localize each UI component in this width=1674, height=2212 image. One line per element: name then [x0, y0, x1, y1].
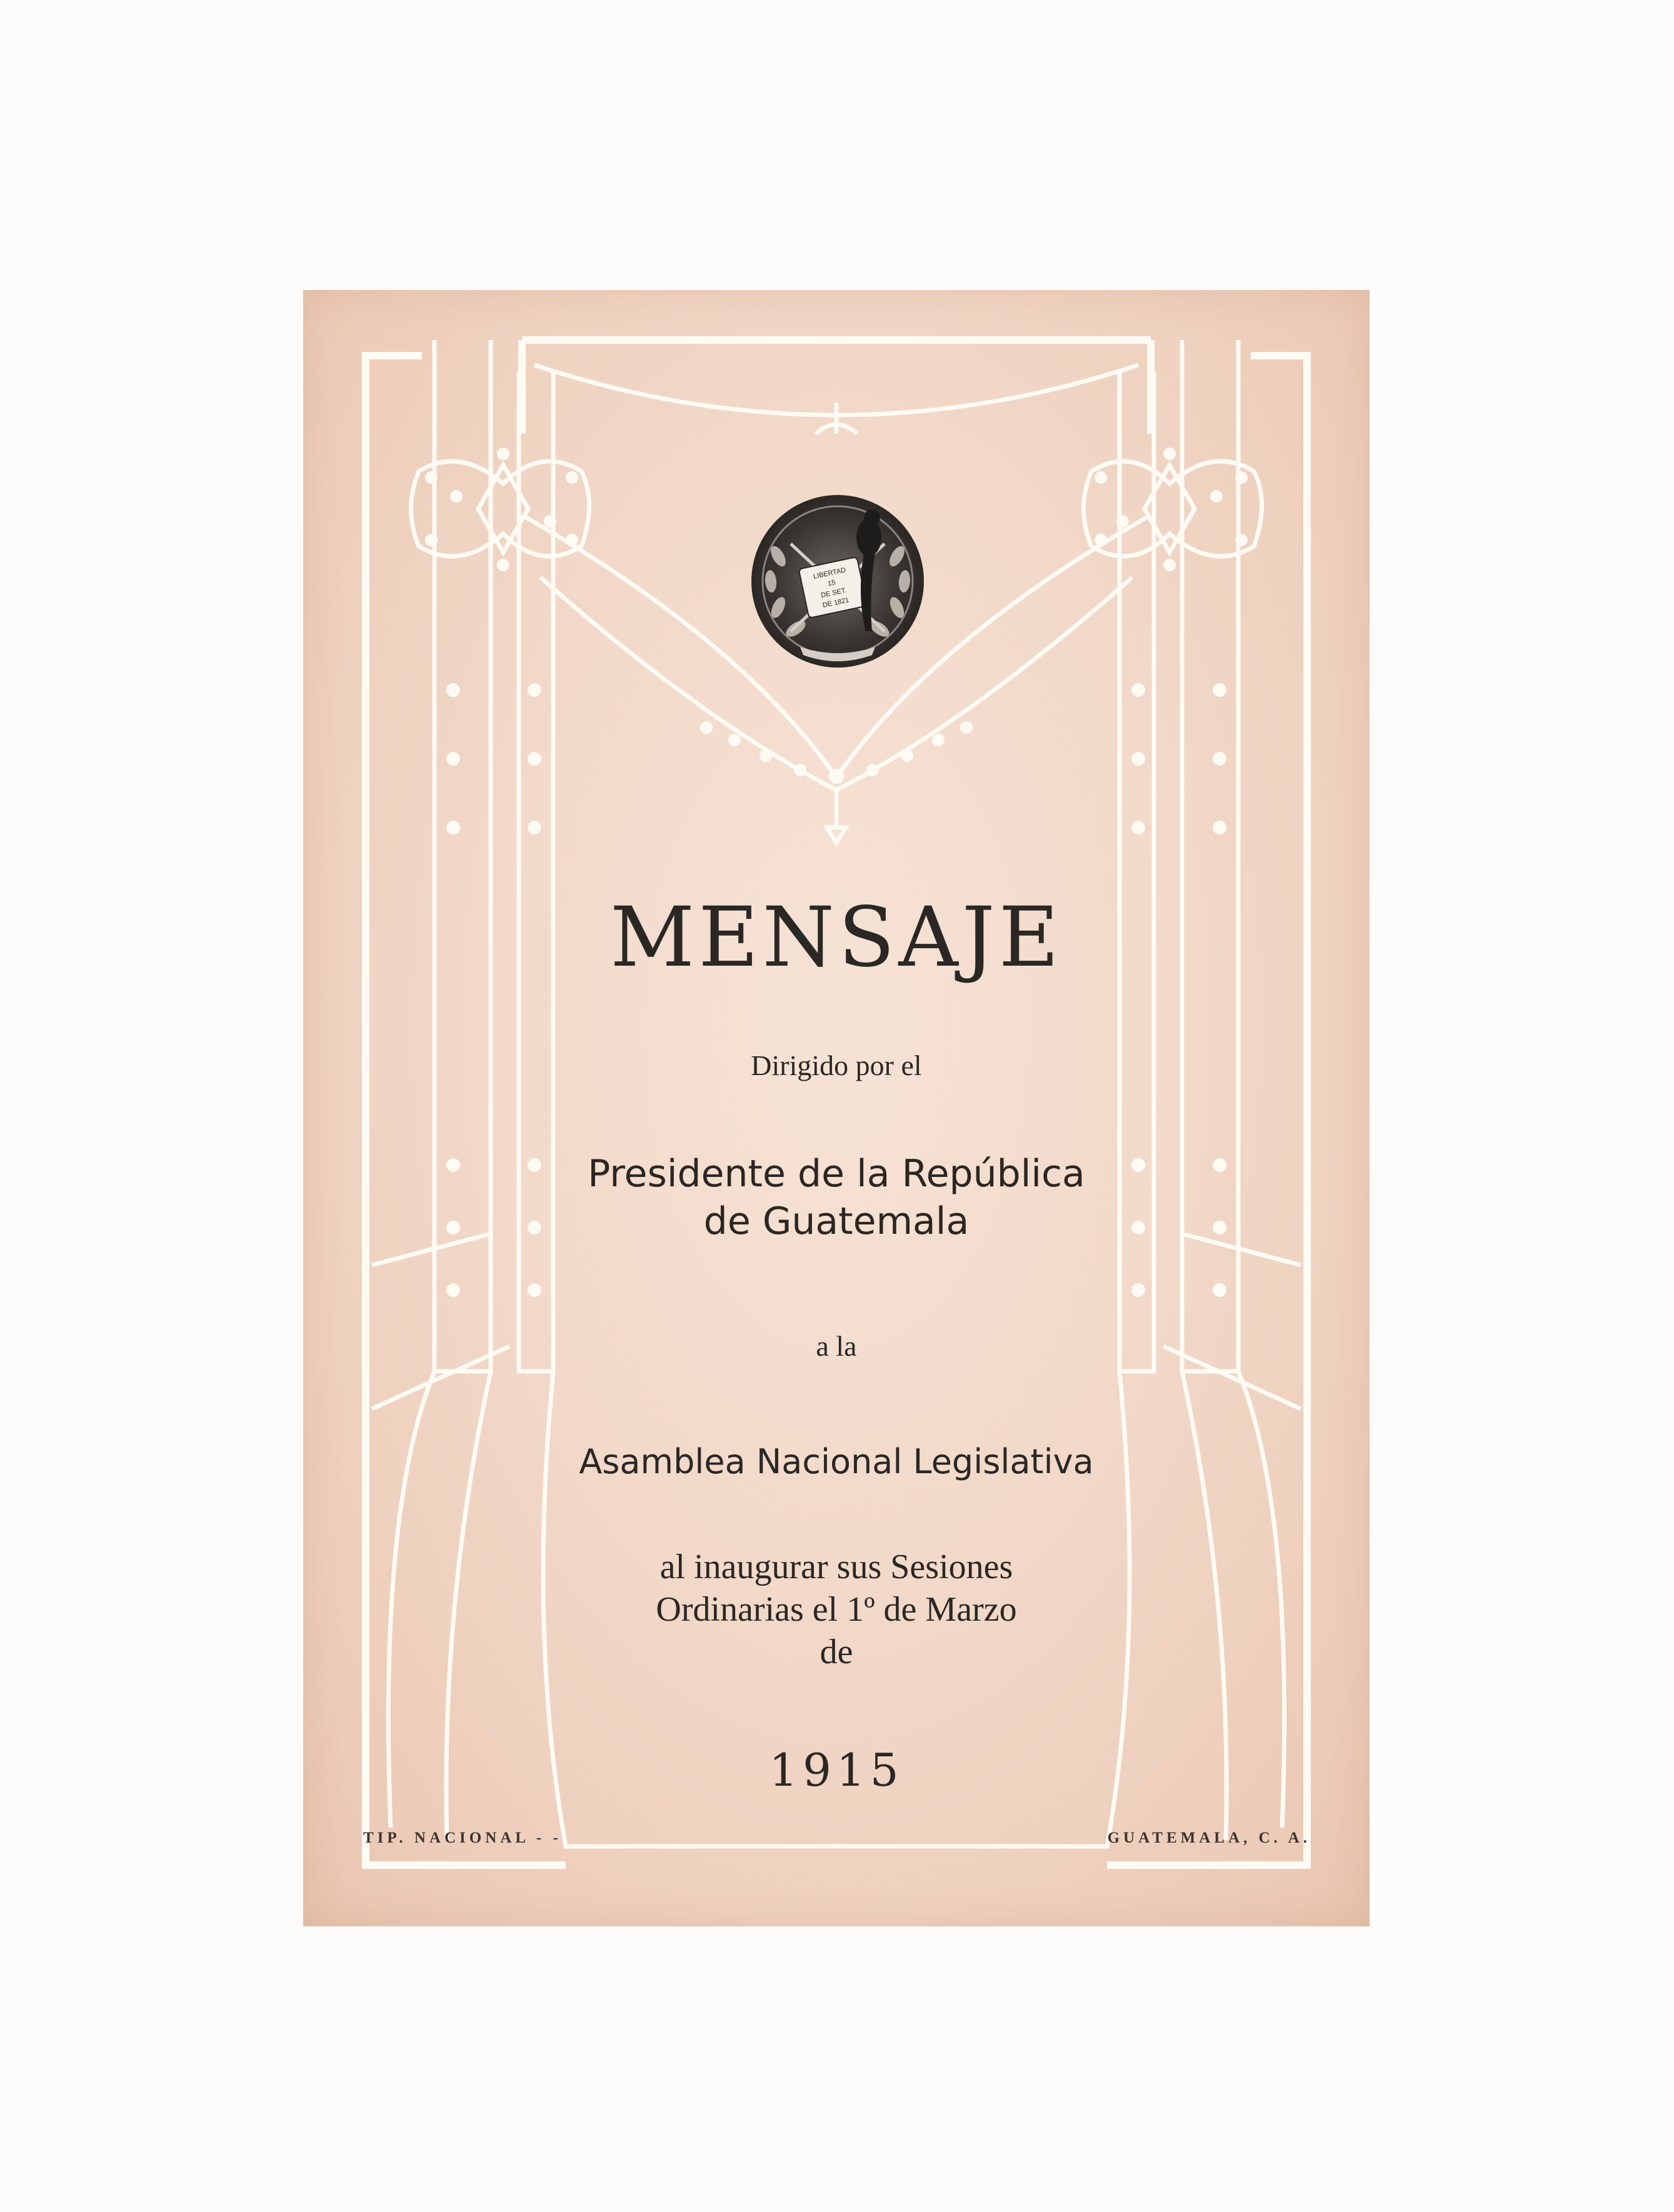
- line-inaugurar-3: de: [819, 1633, 853, 1671]
- document-year: 1915: [769, 1744, 904, 1796]
- line-asamblea: Asamblea Nacional Legislativa: [579, 1442, 1094, 1481]
- line-presidente: [303, 1150, 1370, 1245]
- line-dirigido: Dirigido por el: [751, 1049, 922, 1081]
- line-inaugurar-1: al inaugurar sus Sesiones: [659, 1548, 1013, 1586]
- footer-printer: TIP. NACIONAL - -: [363, 1829, 562, 1846]
- emblem-scroll-line-4: DE 1821: [822, 596, 850, 609]
- emblem-scroll-line-1: LIBERTAD: [813, 566, 847, 581]
- document-title: MENSAJE: [609, 889, 1063, 986]
- footer-location: GUATEMALA, C. A.: [1107, 1829, 1311, 1846]
- emblem-scroll-line-3: DE SET.: [820, 586, 848, 599]
- line-inaugurar: [303, 1546, 1370, 1673]
- line-presidente-2: de Guatemala: [703, 1199, 970, 1243]
- cover-sheet: [303, 290, 1370, 1926]
- line-inaugurar-2: Ordinarias el 1º de Marzo: [656, 1590, 1017, 1629]
- line-a-la: a la: [816, 1330, 857, 1362]
- guatemala-coat-of-arms-icon: [741, 488, 935, 681]
- emblem-scroll-line-2: 15: [827, 579, 836, 588]
- line-presidente-1: Presidente de la República: [588, 1152, 1085, 1196]
